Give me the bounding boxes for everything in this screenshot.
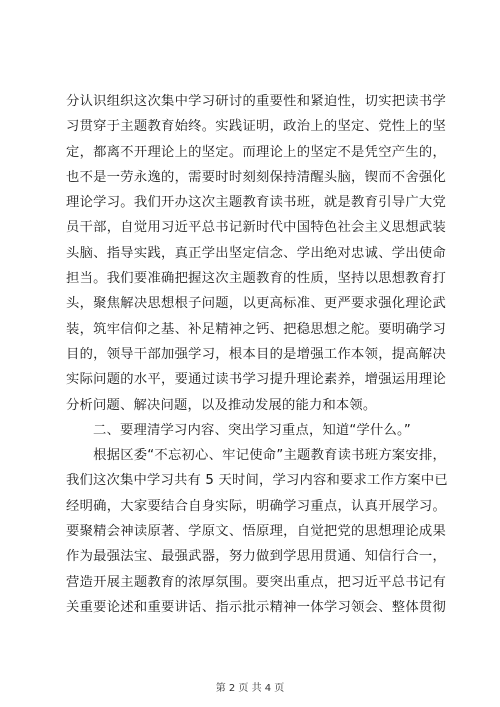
section-heading: 二、要理清学习内容、突出学习重点，知道“学什么。” <box>66 422 411 438</box>
text-line: 头，聚焦解决思想根子问题，以更高标准、更严要求强化理论武 <box>66 296 446 312</box>
text-line: 员干部，自觉用习近平总书记新时代中国特色社会主义思想武装 <box>66 220 446 236</box>
text-line: 也不是一劳永逸的，需要时时刻刻保持清醒头脑，锲而不舍强化 <box>66 169 446 185</box>
text-line: 营造开展主题教育的浓厚氛围。要突出重点，把习近平总书记有 <box>66 574 446 590</box>
text-line: 装，筑牢信仰之基、补足精神之钙、把稳思想之舵。要明确学习 <box>66 321 446 337</box>
text-line: 头脑、指导实践，真正学出坚定信念、学出绝对忠诚、学出使命 <box>66 245 446 261</box>
text-line: 我们这次集中学习共有 5 天时间，学习内容和要求工作方案中已 <box>66 473 448 489</box>
body-text <box>66 89 446 620</box>
text-line: 要聚精会神读原著、学原文、悟原理，自觉把党的思想理论成果 <box>66 524 446 540</box>
paragraph-start-line: 根据区委“不忘初心、牢记使命”主题教育读书班方案安排， <box>66 448 446 464</box>
text-line: 目的，领导干部加强学习，根本目的是增强工作本领，提高解决 <box>66 346 446 362</box>
text-line: 定，都离不开理论上的坚定。而理论上的坚定不是凭空产生的， <box>66 144 446 160</box>
text-line: 经明确，大家要结合自身实际，明确学习重点，认真开展学习。 <box>66 498 446 514</box>
text-line: 理论学习。我们开办这次主题教育读书班，就是教育引导广大党 <box>66 195 446 211</box>
text-line: 分认识组织这次集中学习研讨的重要性和紧迫性，切实把读书学 <box>66 94 446 109</box>
text-line: 关重要论述和重要讲话、指示批示精神一体学习领会、整体贯彻 <box>66 599 446 615</box>
text-line: 习贯穿于主题教育始终。实践证明，政治上的坚定、党性上的坚 <box>66 119 446 135</box>
page-number: 第 2 页 共 4 页 <box>215 683 285 694</box>
paragraph-end-line: 分析问题、解决问题，以及推动发展的能力和本领。 <box>66 397 377 413</box>
text-line: 作为最强法宝、最强武器，努力做到学思用贯通、知信行合一， <box>66 549 446 565</box>
text-line: 实际问题的水平，要通过读书学习提升理论素养，增强运用理论 <box>66 372 446 388</box>
text-line: 担当。我们要准确把握这次主题教育的性质，坚持以思想教育打 <box>66 271 446 287</box>
